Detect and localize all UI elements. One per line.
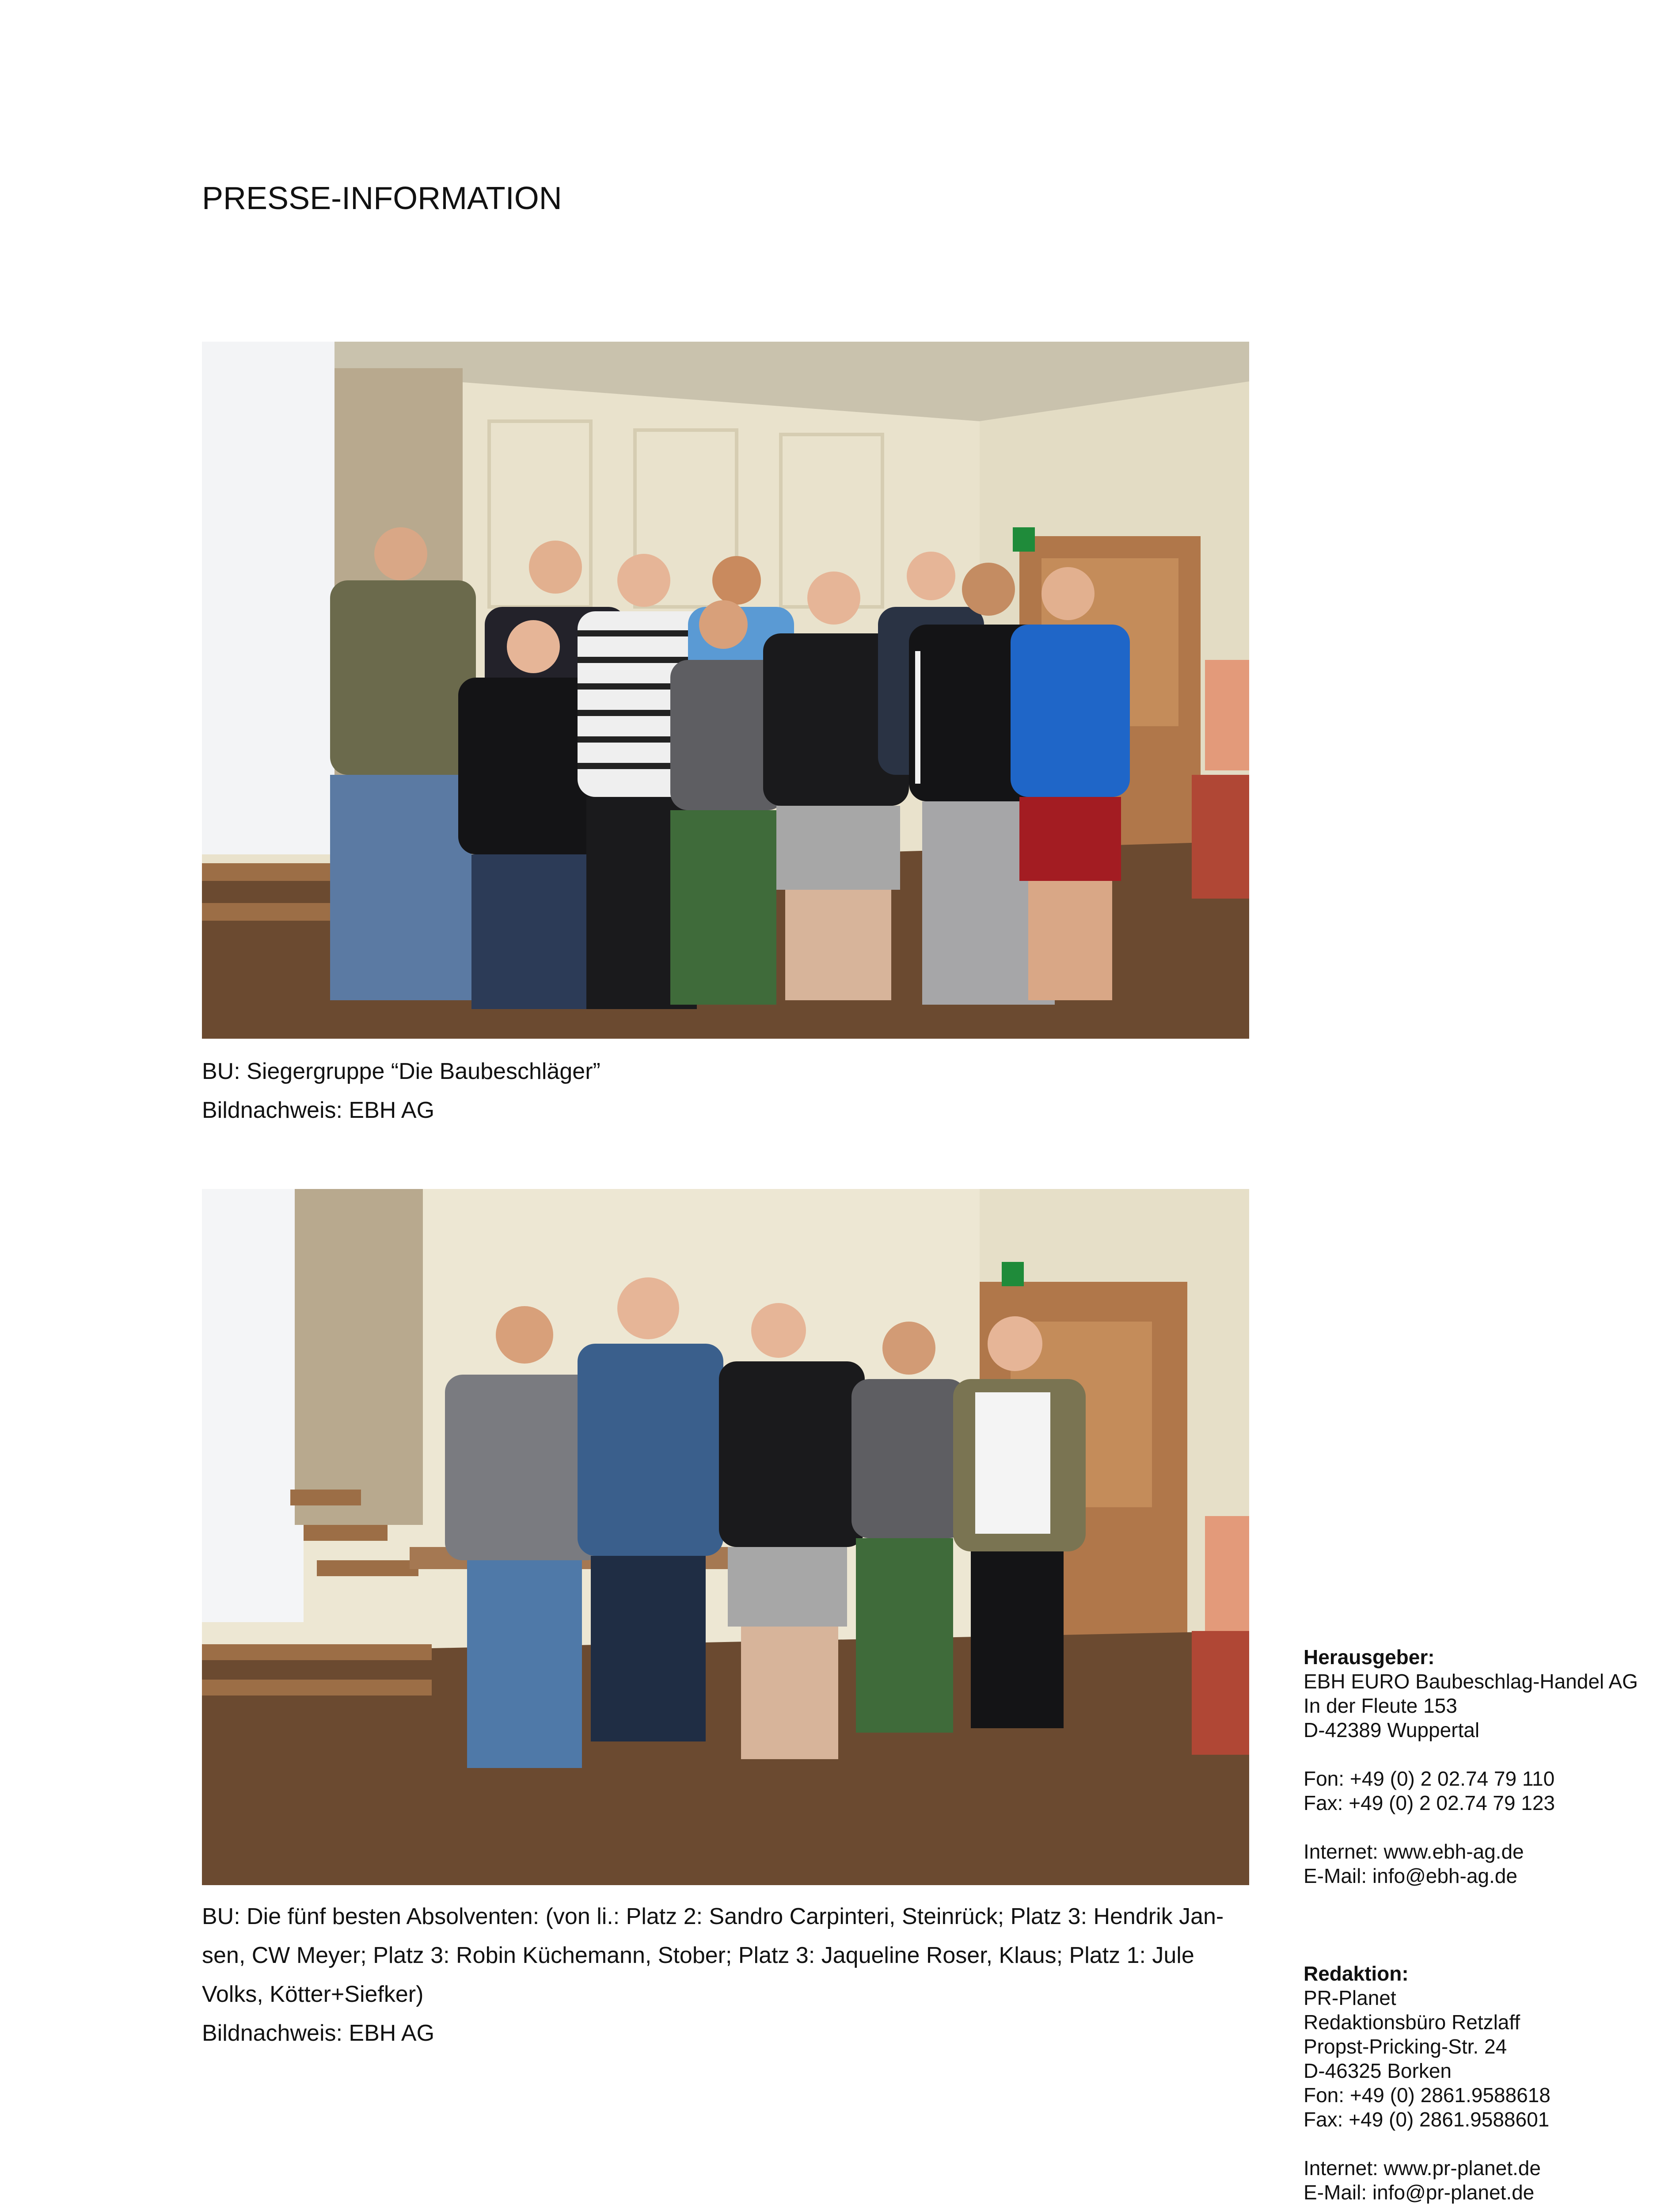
publisher-contact-block <box>1304 1645 1675 1888</box>
publisher-internet: Internet: www.ebh-ag.de <box>1304 1840 1524 1863</box>
editorial-phone: Fon: +49 (0) 2861.9588618 <box>1304 2084 1551 2107</box>
editorial-internet: Internet: www.pr-planet.de <box>1304 2157 1541 2180</box>
group-photo-winners <box>202 342 1249 1039</box>
photo-2-credit: Bildnachweis: EBH AG <box>202 2020 435 2046</box>
publisher-email: E-Mail: info@ebh-ag.de <box>1304 1864 1517 1887</box>
editorial-fax: Fax: +49 (0) 2861.9588601 <box>1304 2108 1550 2131</box>
publisher-city: D-42389 Wuppertal <box>1304 1718 1480 1741</box>
editorial-heading: Redaktion: <box>1304 1962 1409 1985</box>
publisher-heading: Herausgeber: <box>1304 1646 1435 1669</box>
editorial-city: D-46325 Borken <box>1304 2059 1452 2082</box>
photo-1-caption: BU: Siegergruppe “Die Baubeschläger” <box>202 1059 601 1084</box>
photo-1-caption-block <box>202 1052 1231 1130</box>
photo-2-caption-line: Volks, Kötter+Siefker) <box>202 1981 424 2007</box>
photo-2-caption-block <box>202 1897 1231 2053</box>
photo-2-caption-line: BU: Die fünf besten Absolventen: (von li.: Platz 2: Sandro Carpinteri, Steinrück; Platz 3: Hendrik Jan- <box>202 1904 1224 1929</box>
photo-2-caption-line: sen, CW Meyer; Platz 3: Robin Küchemann, Stober; Platz 3: Jaqueline Roser, Klaus; Platz 1: Jule <box>202 1943 1194 1968</box>
publisher-fax: Fax: +49 (0) 2 02.74 79 123 <box>1304 1791 1555 1814</box>
publisher-street: In der Fleute 153 <box>1304 1694 1457 1717</box>
page-title: PRESSE-INFORMATION <box>202 181 562 216</box>
publisher-name: EBH EURO Baubeschlag-Handel AG <box>1304 1670 1638 1693</box>
photo-1-credit: Bildnachweis: EBH AG <box>202 1097 435 1123</box>
editorial-name: PR-Planet <box>1304 1986 1396 2009</box>
editorial-street: Propst-Pricking-Str. 24 <box>1304 2035 1507 2058</box>
editorial-office: Redaktionsbüro Retzlaff <box>1304 2011 1520 2034</box>
publisher-phone: Fon: +49 (0) 2 02.74 79 110 <box>1304 1767 1555 1790</box>
editorial-email: E-Mail: info@pr-planet.de <box>1304 2181 1535 2204</box>
group-photo-graduates <box>202 1189 1249 1885</box>
editorial-contact-block <box>1304 1962 1675 2205</box>
